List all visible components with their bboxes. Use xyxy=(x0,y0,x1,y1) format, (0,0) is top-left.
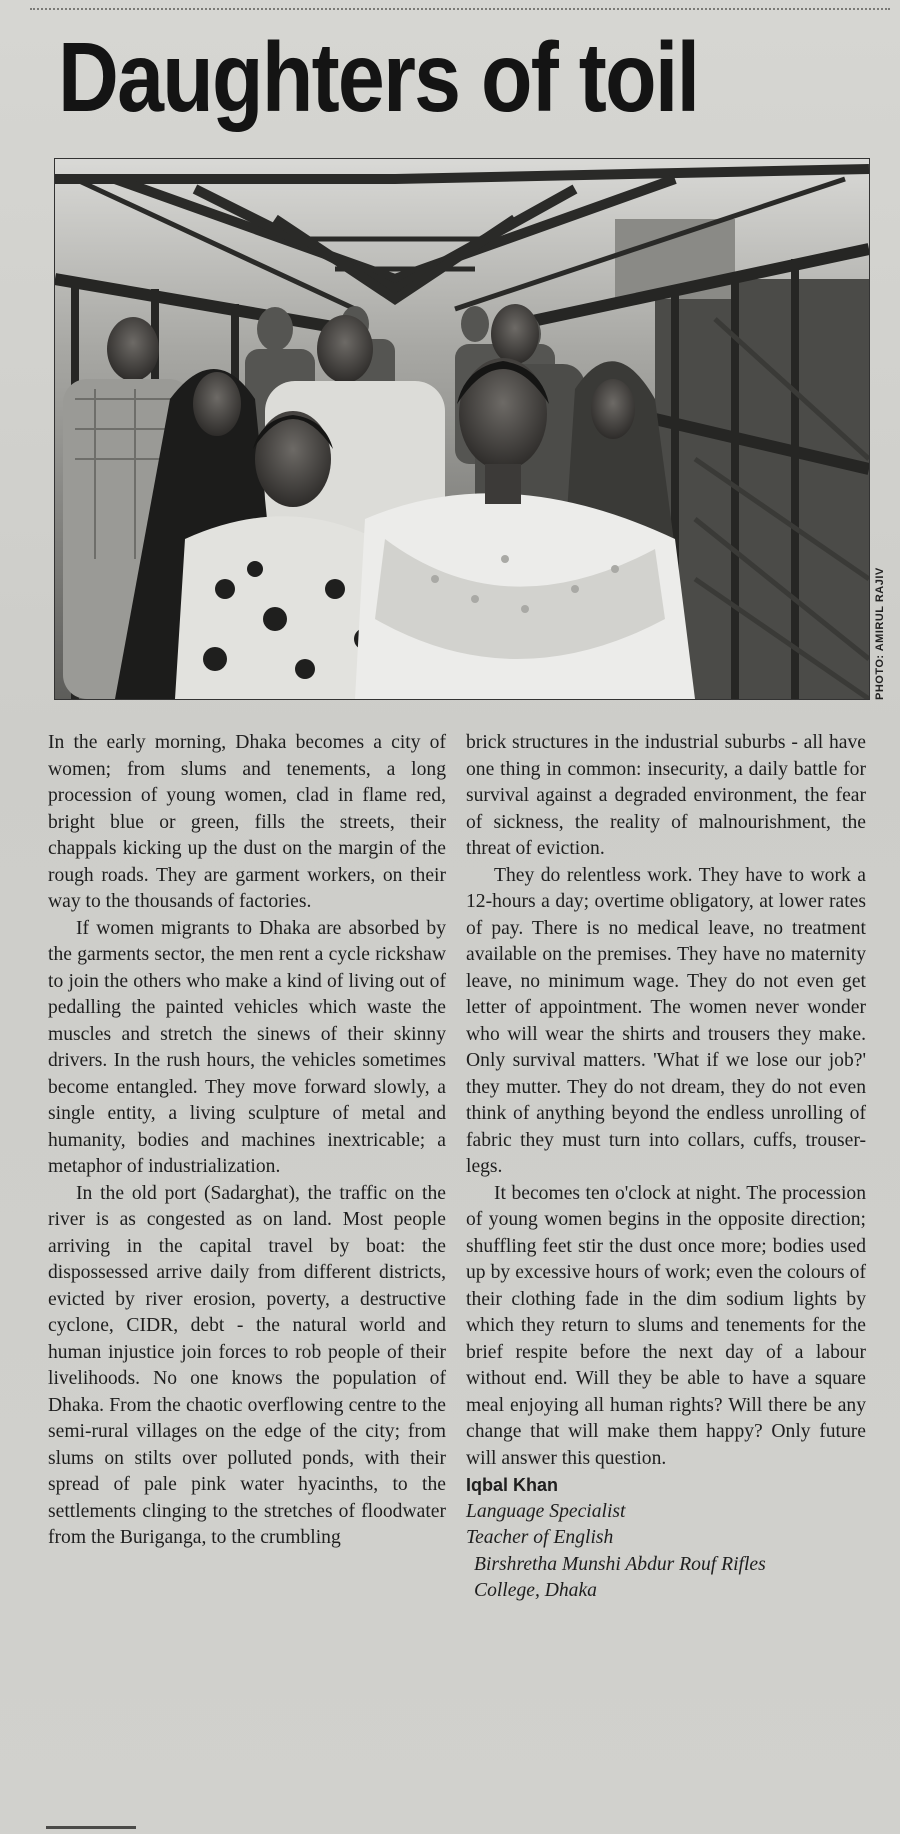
article-paragraph: In the old port (Sadarghat), the traffic on the river is as congested as on land. Most people arriving in the capital travel by boat: the dispossessed arrive daily from different districts, evicted by river erosion, poverty, a destructive cyclone, CIDR, debt - the natural world and human injustice join forces to rob people of their livelihoods. No one knows the population of Dhaka. From the chaotic overflowing centre to the semi-rural villages on the edge of the city; from slums on stilts over polluted ponds, with their spread of pale pink water hyacinths, to the settlements clinging to the stretches of floodwater from the Buriganga, to the crumbling xyxy=(48,1182,446,1548)
article-paragraph: brick structures in the industrial suburbs - all have one thing in common: insecurity, a daily battle for survival against a degraded environment, the fear of sickness, the reality of malnourishment, the threat of eviction. xyxy=(466,732,866,859)
photo-women-on-bridge xyxy=(55,159,869,699)
news-photo xyxy=(54,158,870,700)
author-title: Language Specialist xyxy=(466,1500,626,1522)
author-name: Iqbal Khan xyxy=(466,1475,559,1495)
article-paragraph: In the early morning, Dhaka becomes a city of women; from slums and tenements, a long procession of young women, clad in flame red, bright blue or green, fills the streets, their chappals kicking up the dust on the margin of the rough roads. They are garment workers, on their way to the thousands of factories. xyxy=(48,732,446,912)
author-institution-location: College, Dhaka xyxy=(474,1580,597,1601)
article-paragraph: If women migrants to Dhaka are absorbed by the garments sector, the men rent a cycle rickshaw to join the others who make a kind of living out of pedalling the painted vehicles which waste the muscles and stretch the sinews of their skinny drivers. In the rush hours, the vehicles sometimes become entangled. They move forward slowly, a single entity, a living sculpture of metal and humanity, bodies and machines inextricable; a metaphor of industrialization. xyxy=(48,917,446,1177)
photo-credit: PHOTO: AMIRUL RAJIV xyxy=(874,567,886,700)
author-institution: Birshretha Munshi Abdur Rouf Rifles xyxy=(474,1553,766,1575)
top-dotted-rule xyxy=(30,8,890,10)
article-column-right xyxy=(466,730,866,1605)
article-column-left xyxy=(48,730,446,1552)
headline: Daughters of toil xyxy=(58,22,699,132)
article-paragraph: They do relentless work. They have to work a 12-hours a day; overtime obligatory, at lower rates of pay. There is no medical leave, no treatment available on the premises. They have no maternity leave, no minimum wage. They do not even get letter of appointment. The women never wonder who will wear the shirts and trousers they make. Only survival matters. 'What if we lose our job?' they mutter. They do not dream, they do not even think of anything beyond the endless unrolling of fabric they must turn into collars, cuffs, trouser-legs. xyxy=(466,864,866,1177)
author-role: Teacher of English xyxy=(466,1527,614,1548)
bottom-rule xyxy=(46,1826,136,1829)
article-paragraph: It becomes ten o'clock at night. The procession of young women begins in the opposite direction; shuffling feet stir the dust once more; bodies used up by excessive hours of work; even the colours of their clothing fade in the dim sodium lights by which they return to slums and tenements for the brief respite before the next day of a labour without end. Will they be able to have a square meal enjoying all human rights? Will there be any change that will make them happy? Only future will answer this question. xyxy=(466,1182,866,1469)
author-signature xyxy=(466,1472,866,1605)
